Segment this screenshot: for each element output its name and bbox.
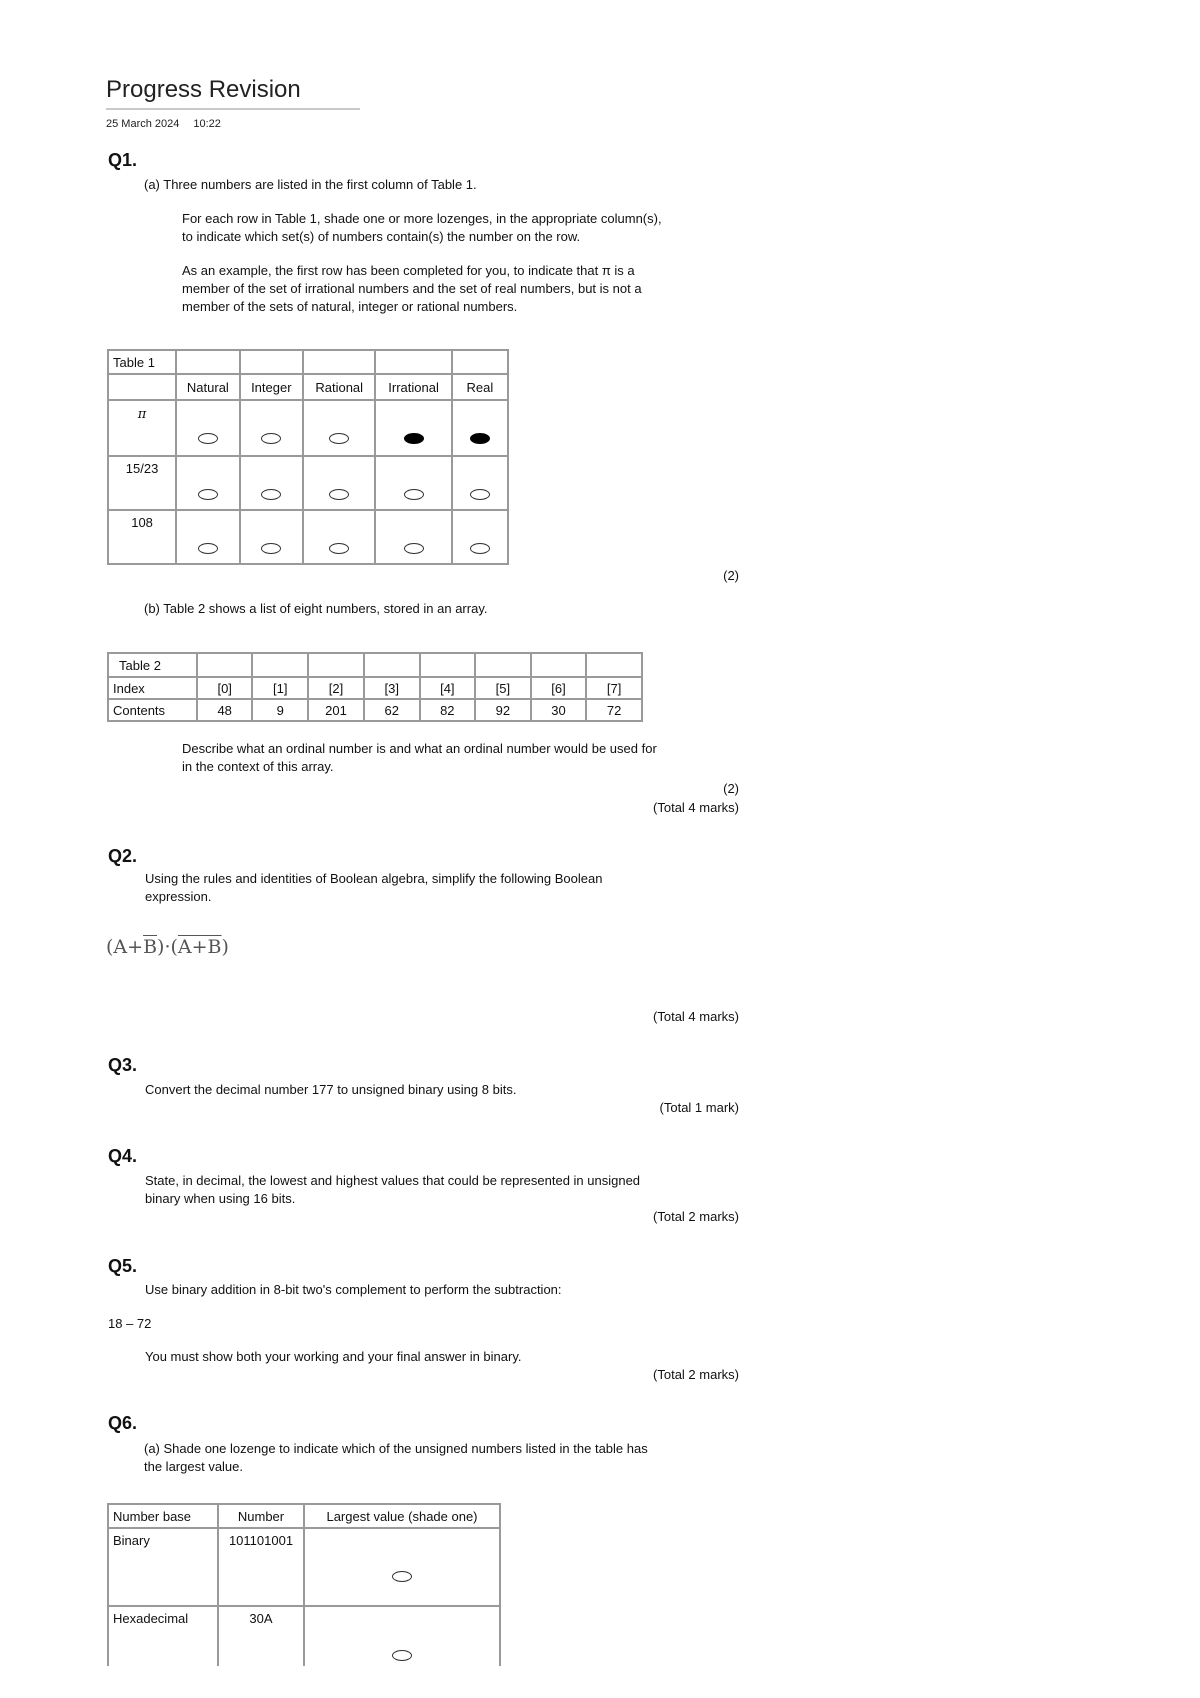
q1-total: (Total 4 marks) xyxy=(653,800,739,815)
table-1-row xyxy=(108,456,508,510)
page-title: Progress Revision xyxy=(106,76,301,103)
table-2-content: 201 xyxy=(308,699,364,721)
q6-table xyxy=(107,1503,501,1666)
table-2-content: 92 xyxy=(475,699,531,721)
lozenge[interactable] xyxy=(470,489,490,500)
lozenge[interactable] xyxy=(329,543,349,554)
table-2 xyxy=(107,652,643,722)
q6-header-largest: Largest value (shade one) xyxy=(304,1504,500,1528)
q6a-text xyxy=(144,1440,648,1476)
lozenge[interactable] xyxy=(404,543,424,554)
table-1-header-irrational: Irrational xyxy=(375,374,451,400)
q1a-instr-line-2: to indicate which set(s) of numbers contain(s) the number on the row. xyxy=(182,229,581,244)
table-1-spacer xyxy=(375,350,451,374)
lozenge[interactable] xyxy=(261,489,281,500)
q4-total: (Total 2 marks) xyxy=(653,1209,739,1224)
lozenge[interactable] xyxy=(198,543,218,554)
table-1-header-rational: Rational xyxy=(303,374,375,400)
q2-text-line-2: expression. xyxy=(145,889,212,904)
lozenge[interactable] xyxy=(392,1571,412,1582)
lozenge[interactable] xyxy=(404,489,424,500)
table-2-content: 30 xyxy=(531,699,587,721)
table-1-header-natural: Natural xyxy=(176,374,239,400)
lozenge[interactable] xyxy=(404,433,424,444)
lozenge[interactable] xyxy=(470,543,490,554)
q4-text xyxy=(145,1172,640,1208)
table-1-row xyxy=(108,510,508,564)
title-underline xyxy=(106,108,360,110)
lozenge[interactable] xyxy=(329,489,349,500)
q1a-instr-line-1: For each row in Table 1, shade one or more lozenges, in the appropriate column(s), xyxy=(182,211,662,226)
q6a-text-line-2: the largest value. xyxy=(144,1459,244,1474)
table-2-index: [2] xyxy=(308,677,364,699)
q5-text-line-2: You must show both your working and your final answer in binary. xyxy=(145,1349,522,1364)
q1b-text xyxy=(182,740,657,776)
q5-expression: 18 – 72 xyxy=(108,1316,152,1331)
table-1-spacer xyxy=(452,350,508,374)
table-1-row-label: π xyxy=(108,400,176,456)
q1a-example-line-1: As an example, the first row has been completed for you, to indicate that π is a xyxy=(182,263,635,278)
q1a-example-line-3: member of the sets of natural, integer or rational numbers. xyxy=(182,299,518,314)
q6-label: Q6. xyxy=(108,1413,138,1433)
table-2-index: [7] xyxy=(586,677,642,699)
table-1-corner xyxy=(108,374,176,400)
lozenge[interactable] xyxy=(198,433,218,444)
table-1 xyxy=(107,349,509,565)
page-date: 25 March 2024 xyxy=(106,118,180,130)
q3-label: Q3. xyxy=(108,1055,138,1075)
table-2-index: [4] xyxy=(420,677,476,699)
q4-label: Q4. xyxy=(108,1146,138,1166)
q1a-example-line-2: member of the set of irrational numbers and the set of real numbers, but is not a xyxy=(182,281,642,296)
q3-text: Convert the decimal number 177 to unsigned binary using 8 bits. xyxy=(145,1082,517,1097)
table-1-caption: Table 1 xyxy=(108,350,176,374)
lozenge[interactable] xyxy=(261,433,281,444)
table-2-index: [6] xyxy=(531,677,587,699)
q6-header-number-base: Number base xyxy=(108,1504,218,1528)
q2-text-line-1: Using the rules and identities of Boolean algebra, simplify the following Boolean xyxy=(145,871,603,886)
q1b-marks: (2) xyxy=(723,781,739,796)
q6-row-number: 101101001 xyxy=(218,1528,304,1606)
table-2-index: [3] xyxy=(364,677,420,699)
lozenge[interactable] xyxy=(470,433,490,444)
table-1-row xyxy=(108,400,508,456)
boolean-expression-image: $(A+\overline{B})\cdot(A+B)$ xyxy=(106,936,229,958)
q6-row-number: 30A xyxy=(218,1606,304,1666)
q6-table-row xyxy=(108,1606,500,1666)
table-2-content: 48 xyxy=(197,699,253,721)
lozenge[interactable] xyxy=(329,433,349,444)
q1b-text-line-2: in the context of this array. xyxy=(182,759,334,774)
table-2-index-label: Index xyxy=(108,677,197,699)
q6-header-number: Number xyxy=(218,1504,304,1528)
page-datetime xyxy=(106,118,221,130)
q5-total: (Total 2 marks) xyxy=(653,1367,739,1382)
table-2-contents-label: Contents xyxy=(108,699,197,721)
q1a-intro: (a) Three numbers are listed in the first column of Table 1. xyxy=(144,177,477,192)
q1-label: Q1. xyxy=(108,150,138,170)
table-1-spacer xyxy=(303,350,375,374)
q5-text-line-1: Use binary addition in 8-bit two's complement to perform the subtraction: xyxy=(145,1282,562,1297)
q6-table-row xyxy=(108,1528,500,1606)
table-2-content: 72 xyxy=(586,699,642,721)
table-1-spacer xyxy=(240,350,303,374)
q2-text xyxy=(145,870,602,906)
q1b-intro: (b) Table 2 shows a list of eight numbers, stored in an array. xyxy=(144,601,488,616)
table-2-index: [5] xyxy=(475,677,531,699)
q2-total: (Total 4 marks) xyxy=(653,1009,739,1024)
table-2-content: 62 xyxy=(364,699,420,721)
table-2-content: 9 xyxy=(252,699,308,721)
q6a-text-line-1: (a) Shade one lozenge to indicate which of the unsigned numbers listed in the table has xyxy=(144,1441,648,1456)
lozenge[interactable] xyxy=(198,489,218,500)
q1a-instructions xyxy=(182,210,662,246)
q4-text-line-1: State, in decimal, the lowest and highest values that could be represented in unsigned xyxy=(145,1173,641,1188)
lozenge[interactable] xyxy=(392,1650,412,1661)
table-1-row-label: 15/23 xyxy=(108,456,176,510)
q6-row-base: Binary xyxy=(108,1528,218,1606)
q1a-marks: (2) xyxy=(723,568,739,583)
table-2-caption: Table 2 xyxy=(108,653,197,677)
q1a-example xyxy=(182,262,642,316)
lozenge[interactable] xyxy=(261,543,281,554)
q2-label: Q2. xyxy=(108,846,138,866)
q5-label: Q5. xyxy=(108,1256,138,1276)
table-2-index: [0] xyxy=(197,677,253,699)
page-time: 10:22 xyxy=(193,118,221,130)
q1b-text-line-1: Describe what an ordinal number is and what an ordinal number would be used for xyxy=(182,741,657,756)
table-2-index: [1] xyxy=(252,677,308,699)
table-1-header-real: Real xyxy=(452,374,508,400)
table-1-spacer xyxy=(176,350,239,374)
table-1-header-integer: Integer xyxy=(240,374,303,400)
q3-total: (Total 1 mark) xyxy=(659,1100,739,1115)
q4-text-line-2: binary when using 16 bits. xyxy=(145,1191,296,1206)
table-2-content: 82 xyxy=(420,699,476,721)
table-1-row-label: 108 xyxy=(108,510,176,564)
q6-row-base: Hexadecimal xyxy=(108,1606,218,1666)
